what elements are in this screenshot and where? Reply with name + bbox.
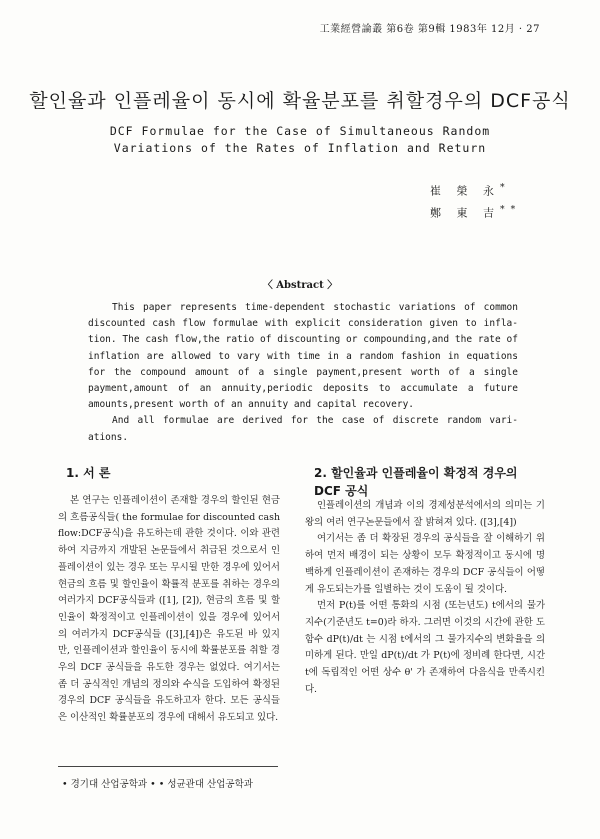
body-paragraph: 먼저 P(t)를 어떤 통화의 시점 (또는년도) t에서의 물가지수(기준년도 t=0)라 하자. 그러면 이것의 시간에 관한 도함수 dP(t)/dt 는 시점 t에서의 그 물가지수의 변화율을 의미하게 된다. 만일 dP(t)/dt 가 P(t)에 정비례 한다면, 시간 t에 독립적인 어떤 상수 θ' 가 존재하여 다음식을 만족시킨다. [305, 600, 545, 695]
author-name: 崔 榮 永 [430, 184, 500, 198]
title-korean: 할인율과 인플레율이 동시에 확율분포를 취할경우의 DCF공식 [29, 90, 571, 112]
body-paragraph: 본 연구는 인플레이션이 존재할 경우의 할인된 현금의 흐름공식들( the formulae for discounted cash flow:DCF공식)을 유도하는데 관한 것이다. 이와 관련하여 지금까지 개발된 논문들에서 취급된 것으로서 인플레이션이 있는 경우 또는 무시될 만한 경우에 있어서 현금의 흐름 및 할인율이 확률적 분포를 취하는 경우의 여러가지 DCF공식들과 ([1], [2]), 현금의 흐름 및 할인율이 확정적이고 인플레이션이 있을 경우에 있어서의 여러가지 DCF공식들 ([3],[4])은 유도된 바 있지만, 인플레이션과 할인율이 동시에 확률분포를 취할 경우의 DCF 공식들을 유도한 경우는 없었다. 여기서는 좀 더 공식적인 개념의 정의와 수식을 도입하여 확정된 경우의 DCF 공식들을 유도하고자 한다. 모든 공식들은 이산적인 확률분포의 경우에 대해서 유도되고 있다. [58, 495, 280, 724]
section-2-heading: 2. 할인율과 인플레율이 확정적 경우의 DCF 공식 [314, 466, 518, 498]
running-header: 工業經營論叢 第6卷 第9輯 1983年 12月 · 27 [319, 24, 540, 35]
section-2-body [305, 498, 545, 698]
section-1-body [58, 493, 280, 727]
author-mark: ** [500, 204, 522, 215]
footnote: • 경기대 산업공학과 • • 성균관대 산업공학과 [62, 779, 253, 790]
abstract-heading: 〈 Abstract 〉 [262, 280, 338, 291]
body-paragraph: 여기서는 좀 더 확장된 경우의 공식들을 잘 이해하기 위하여 먼저 배경이 되는 상황이 모두 확정적이고 동시에 명백하게 인플레이션이 존재하는 경우의 DCF 공식들이 어떻게 유도되는가를 일별하는 것이 도움이 될 것이다. [305, 533, 545, 595]
section-1-heading: 1. 서 론 [66, 466, 111, 480]
author-2 [430, 204, 521, 221]
title-english-line2: Variations of the Rates of Inflation and Return [113, 141, 487, 155]
title-english-line1: DCF Formulae for the Case of Simultaneous Random [109, 124, 491, 138]
author-name: 鄭 東 吉 [430, 206, 500, 220]
abstract-paragraph: This paper represents time-dependent stochastic variations of common discounted cash flow formulae with explicit consideration given to infla-tion. The cash flow,the ratio of discounting or compounding,and the rate of inflation are allowed to vary with time in a random fashion in equations for the compound amount of a single payment,present worth of a single payment,amount of an annuity,periodic deposits to accumulate a future amounts,present worth of an annuity and capital recovery. [88, 302, 518, 411]
author-mark: * [500, 182, 511, 193]
abstract-body [88, 300, 518, 446]
abstract-paragraph: And all formulae are derived for the case of discrete random vari-ations. [88, 415, 518, 443]
footnote-divider [58, 766, 278, 767]
body-paragraph: 인플레이션의 개념과 이의 경제성분석에서의 의미는 기왕의 여러 연구논문들에서 잘 밝혀져 있다. ([3],[4]) [305, 500, 545, 528]
author-1 [430, 182, 511, 199]
